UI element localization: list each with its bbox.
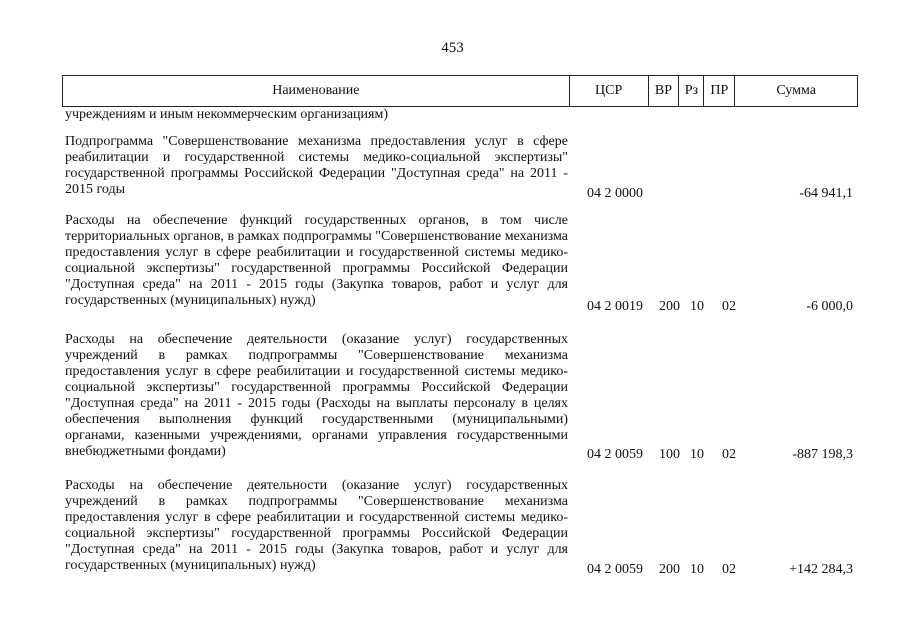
- column-header-csr: ЦСР: [570, 76, 649, 106]
- row-sum: +142 284,3: [789, 562, 853, 577]
- column-header-rz: Рз: [679, 76, 704, 106]
- table-row: [65, 332, 855, 463]
- table-row: [65, 213, 855, 315]
- column-header-pr: ПР: [704, 76, 735, 106]
- row-rz: 10: [690, 299, 704, 314]
- row-name: Расходы на обеспечение деятельности (оказание услуг) государственных учреждений в рамках подпрограммы "Совершенствование механизма предоставления услуг в сфере реабилитации и государственной системы медико-социальной экспертизы" государственной программы Российской Федерации "Доступная среда" на 2011 - 2015 годы (Закупка товаров, работ и услуг для государственных (муниципальных) нужд): [65, 478, 568, 573]
- row-vr: 100: [659, 447, 680, 462]
- row-name: Подпрограмма "Совершенствование механизма предоставления услуг в сфере реабилитации и государственной системы медико-социальной экспертизы" государственной программы Российской Федерации "Доступная среда" на 2011 - 2015 годы: [65, 134, 568, 197]
- row-sum: -6 000,0: [806, 299, 853, 314]
- table-row: [65, 478, 855, 578]
- row-csr: 04 2 0059: [587, 447, 643, 462]
- column-header-sum: Сумма: [776, 83, 816, 98]
- carry-over-text: учреждениям и иным некоммерческим организациям): [65, 107, 389, 122]
- column-header-name: Наименование: [63, 76, 570, 106]
- table-row: [65, 134, 855, 202]
- row-csr: 04 2 0019: [587, 299, 643, 314]
- row-rz: 10: [690, 562, 704, 577]
- row-pr: 02: [722, 562, 736, 577]
- table-header: [62, 75, 858, 107]
- row-csr: 04 2 0059: [587, 562, 643, 577]
- row-vr: 200: [659, 562, 680, 577]
- row-sum: -887 198,3: [792, 447, 853, 462]
- row-rz: 10: [690, 447, 704, 462]
- page-number: 453: [441, 40, 464, 56]
- row-sum: -64 941,1: [799, 186, 853, 201]
- column-header-vr: ВР: [649, 76, 680, 106]
- row-name: Расходы на обеспечение функций государственных органов, в том числе территориальных органов, в рамках подпрограммы "Совершенствование механизма предоставления услуг в сфере реабилитации и государственной системы медико-социальной экспертизы" государственной программы Российской Федерации "Доступная среда" на 2011 - 2015 годы (Закупка товаров, работ и услуг для государственных (муниципальных) нужд): [65, 213, 568, 308]
- row-name: Расходы на обеспечение деятельности (оказание услуг) государственных учреждений в рамках подпрограммы "Совершенствование механизма предоставления услуг в сфере реабилитации и государственной системы медико-социальной экспертизы" государственной программы Российской Федерации "Доступная среда" на 2011 - 2015 годы (Расходы на выплаты персоналу в целях обеспечения выполнения функций государственными (муниципальными) органами, казенными учреждениями, органами управления государственными внебюджетными фондами): [65, 332, 568, 459]
- row-pr: 02: [722, 299, 736, 314]
- row-pr: 02: [722, 447, 736, 462]
- row-csr: 04 2 0000: [587, 186, 643, 201]
- row-vr: 200: [659, 299, 680, 314]
